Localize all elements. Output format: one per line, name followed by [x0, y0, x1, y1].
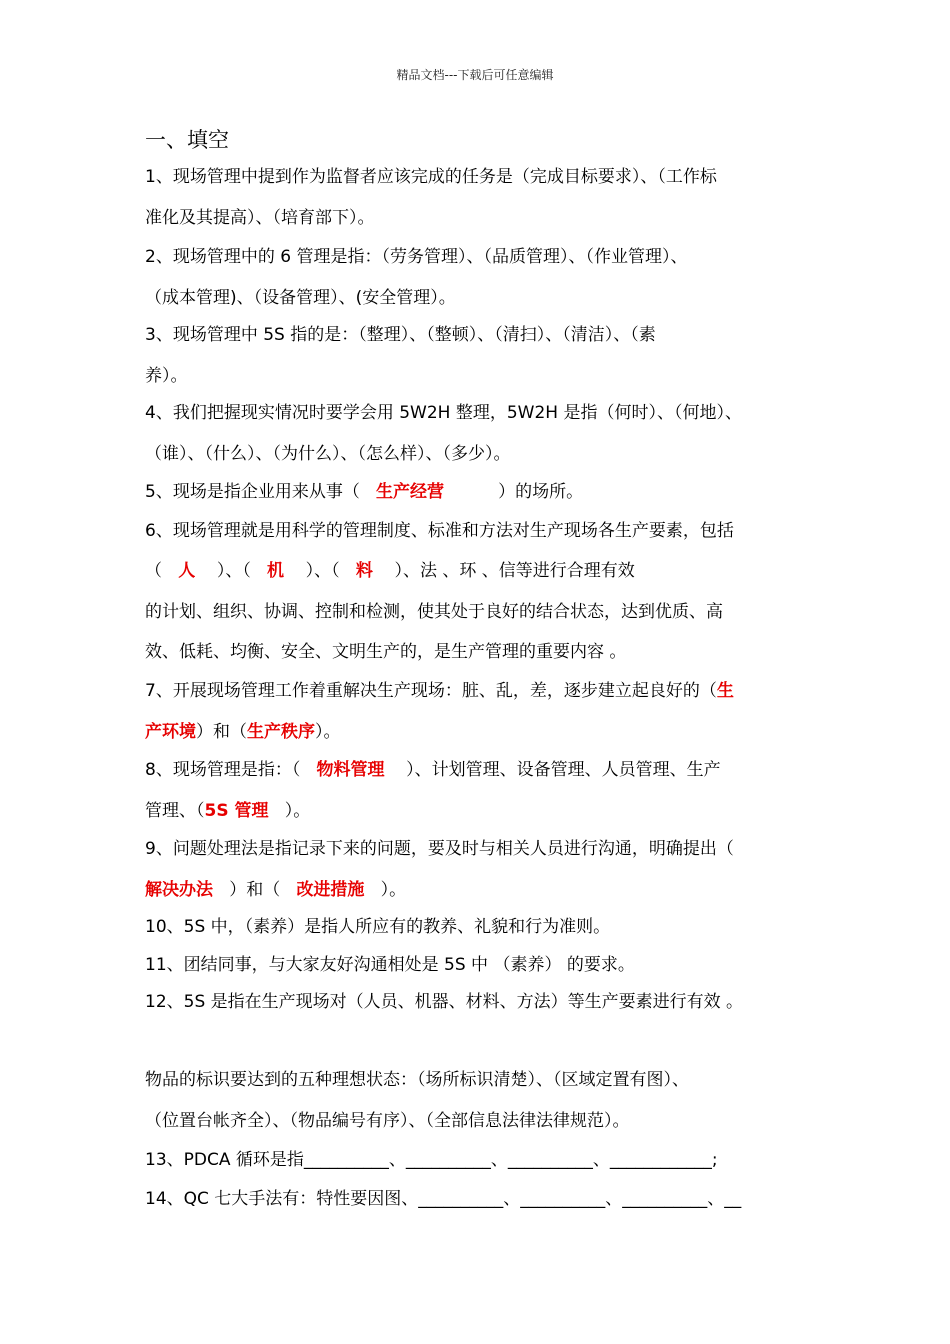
text-line — [145, 641, 626, 663]
text-line — [145, 680, 734, 702]
text-line — [145, 481, 583, 503]
answer-text: 改进措施 — [296, 880, 365, 900]
text-line — [145, 800, 310, 822]
text-line — [145, 838, 734, 860]
section-title: 一、填空 — [145, 128, 229, 152]
line-text: ）和（ — [213, 880, 297, 900]
text-line — [145, 560, 635, 582]
text-line — [145, 402, 742, 424]
line-text: ）。 — [315, 722, 341, 742]
line-text: 准化及其提高）、（培育部下）。 — [145, 208, 375, 228]
answer-text: 料 — [355, 561, 373, 581]
text-line — [145, 1188, 741, 1210]
answer-text: 机 — [267, 561, 285, 581]
text-line — [145, 954, 635, 976]
answer-text: 生 — [716, 681, 734, 701]
line-text: 14、QC 七大手法有：特性要因图、__________、__________、__________、__ — [145, 1189, 742, 1209]
answer-text: 物料管理 — [316, 760, 385, 780]
line-text: 养）。 — [145, 366, 188, 386]
line-text: ）和（ — [196, 722, 247, 742]
text-line — [145, 601, 723, 623]
text-line — [145, 1149, 718, 1171]
line-text: 10、5S 中，（素养）是指人所应有的教养、礼貌和行为准则。 — [145, 917, 611, 937]
line-text: 管理、（ — [145, 801, 205, 821]
line-text: （位置台帐齐全）、（物品编号有序）、（全部信息法律法律规范）。 — [145, 1111, 630, 1131]
line-text: ）。 — [268, 801, 311, 821]
text-line — [145, 520, 734, 542]
text-line — [145, 207, 375, 229]
line-text: 5、现场是指企业用来从事（ — [145, 482, 377, 502]
line-text: 8、现场管理是指：（ — [145, 760, 317, 780]
text-line — [145, 246, 687, 268]
line-text: 物品的标识要达到的五种理想状态：（场所标识清楚）、（区域定置有图）、 — [145, 1070, 689, 1090]
line-text: （谁）、（什么）、（为什么）、（怎么样）、（多少）。 — [145, 444, 511, 464]
line-text: 9、问题处理法是指记录下来的问题，要及时与相关人员进行沟通，明确提出（ — [145, 839, 734, 859]
text-line — [145, 721, 341, 743]
text-line — [145, 324, 656, 346]
line-text: 13、PDCA 循环是指__________、__________、__________、____________; — [145, 1150, 718, 1170]
line-text: 1、现场管理中提到作为监督者应该完成的任务是（完成目标要求）、（工作标 — [145, 167, 717, 187]
text-line — [145, 1110, 630, 1132]
line-text: 的计划、组织、协调、控制和检测，使其处于良好的结合状态，达到优质、高 — [145, 602, 723, 622]
answer-text: 产环境 — [145, 722, 196, 742]
answer-text: 5S 管理 — [204, 801, 269, 821]
line-text: ）、计划管理、设备管理、人员管理、生产 — [384, 760, 721, 780]
line-text: ）。 — [364, 880, 407, 900]
answer-text: 生产秩序 — [247, 722, 315, 742]
text-line — [145, 916, 610, 938]
line-text: 效、低耗、均衡、安全、文明生产的，是生产管理的重要内容 。 — [145, 642, 627, 662]
line-text: ）的场所。 — [444, 482, 584, 502]
line-text: 11、团结同事，与大家友好沟通相处是 5S 中 （素养） 的要求。 — [145, 955, 635, 975]
line-text: 3、现场管理中 5S 指的是：（整理）、（整顿）、（清扫）、（清洁）、（素 — [145, 325, 656, 345]
answer-text: 解决办法 — [145, 880, 213, 900]
text-line — [145, 166, 717, 188]
answer-text: 生产经营 — [376, 482, 445, 502]
line-text: 2、现场管理中的 6 管理是指：（劳务管理）、（品质管理）、（作业管理）、 — [145, 247, 688, 267]
line-text: ）、（ — [284, 561, 356, 581]
line-text: 6、现场管理就是用科学的管理制度、标准和方法对生产现场各生产要素，包括 — [145, 521, 734, 541]
text-line — [145, 365, 188, 387]
answer-text: 人 — [178, 561, 196, 581]
line-text: ）、（ — [195, 561, 268, 581]
text-line — [145, 991, 743, 1013]
line-text: 4、我们把握现实情况时要学会用 5W2H 整理，5W2H 是指（何时）、（何地）、 — [145, 403, 742, 423]
text-line — [145, 443, 511, 465]
line-text: 12、5S 是指在生产现场对（人员、机器、材料、方法）等生产要素进行有效 。 — [145, 992, 744, 1012]
text-line — [145, 879, 406, 901]
line-text: ）、法 、环 、信等进行合理有效 — [372, 561, 635, 581]
text-line — [145, 759, 721, 781]
text-line — [145, 287, 456, 309]
text-line — [145, 1069, 689, 1091]
line-text: 7、开展现场管理工作着重解决生产现场：脏、乱，差，逐步建立起良好的（ — [145, 681, 717, 701]
line-text: （ — [145, 561, 179, 581]
line-text: （成本管理)、（设备管理）、(安全管理）。 — [145, 288, 456, 308]
page-header: 精品文档---下载后可任意编辑 — [396, 68, 554, 82]
